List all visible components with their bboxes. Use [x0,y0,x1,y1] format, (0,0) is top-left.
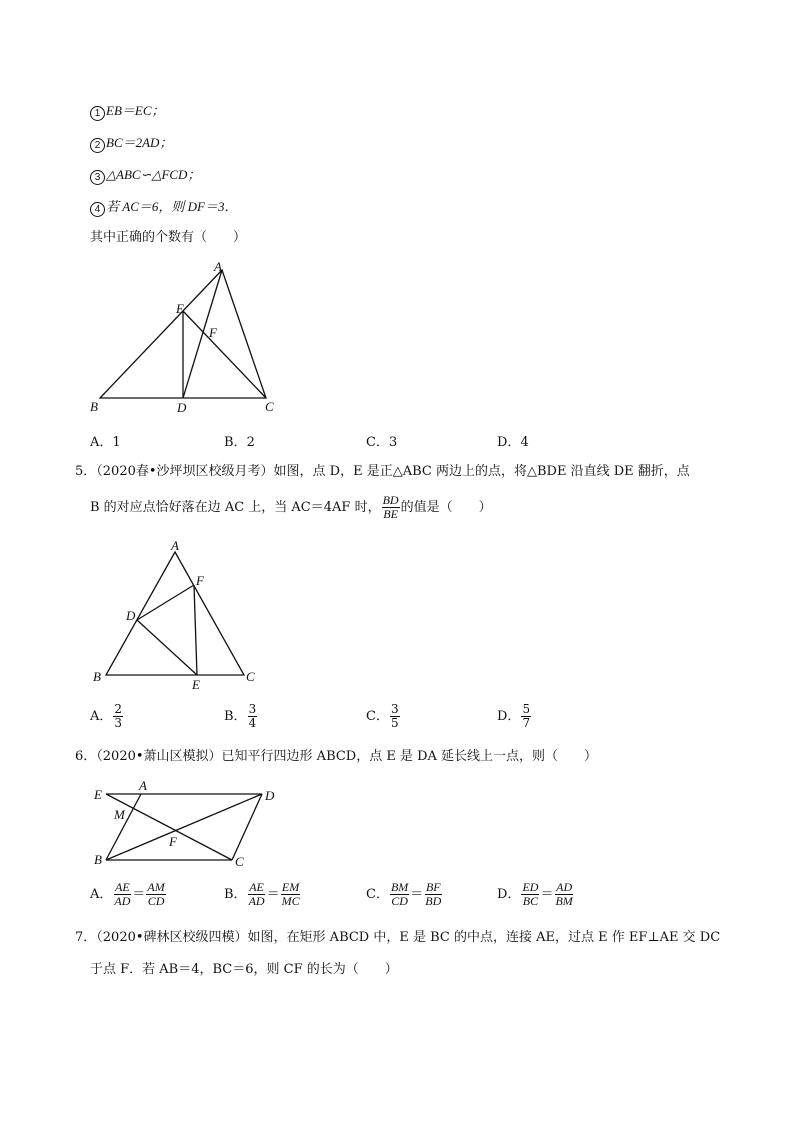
segment-df [137,585,194,620]
q5-line-2 [90,494,492,521]
q7-number: 7． [75,930,97,945]
q7-source: （2020•碑林区校级四模） [96,930,248,945]
statement-2: 2 BC＝2AD； [90,134,172,153]
segment-ec [183,311,266,398]
label-f: F [169,834,177,849]
q6-source: （2020•萧山区模拟） [96,749,222,764]
segment-ad [183,270,222,398]
label-a: A [214,259,222,274]
segment-ab [106,794,141,860]
option-d[interactable]: D．4 [497,435,529,450]
q5-number: 5． [75,464,97,479]
q5-source: （2020春•沙坪坝区校级月考） [96,464,274,479]
q6-number: 6． [75,749,97,764]
label-c: C [235,854,244,869]
label-f: F [196,573,204,588]
q5-option-a[interactable]: A． $\frac{2}{3}$ [90,702,123,730]
q6-option-b[interactable]: B． $\frac{AE}{AD}$ ＝ $\frac{EM}{MC}$ [224,880,300,908]
label-d: D [126,608,136,623]
statement-4: 4 若 AC＝6，则 DF＝3． [90,198,237,217]
q7-line-1 [75,929,720,947]
label-m: M [114,807,125,822]
label-b: B [93,669,101,684]
q6-line [75,748,597,766]
q5-option-b[interactable]: B． $\frac{3}{4}$ [224,702,257,730]
q6-option-a[interactable]: A． $\frac{AE}{AD}$ ＝ $\frac{AM}{CD}$ [90,880,165,908]
q5-text-2b: 的值是（ ） [400,500,492,515]
label-e: E [94,787,102,802]
q6-option-d[interactable]: D． $\frac{ED}{BC}$ ＝ $\frac{AD}{BM}$ [497,880,573,908]
q5-line-1 [75,463,690,481]
q5-text-1: 如图，点 D，E 是正△ABC 两边上的点，将△BDE 沿直线 DE 翻折，点 [273,464,690,479]
q5-fraction: $\frac{BD}{BE}$ [382,493,399,521]
option-a[interactable]: A．1 [90,435,121,450]
circled-number: 3 [90,170,105,185]
label-f: F [209,325,217,340]
q5-option-d[interactable]: D． $\frac{5}{7}$ [497,702,531,730]
option-c[interactable]: C．3 [366,435,398,450]
q7-line-2: 于点 F．若 AB＝4，BC＝6，则 CF 的长为（ ） [90,962,398,977]
segment-fe [194,585,197,675]
statement-3: 3 △ABC∽△FCD； [90,166,200,185]
label-c: C [246,669,255,684]
segment-de [137,620,197,675]
label-b: B [94,852,102,867]
q5-option-c[interactable]: C． $\frac{3}{5}$ [366,702,399,730]
q6-option-c[interactable]: C． $\frac{BM}{CD}$ ＝ $\frac{BF}{BD}$ [366,880,442,908]
question-prompt: 其中正确的个数有（ ） [90,230,247,245]
triangle-abc-equilateral [106,552,244,675]
label-e: E [192,677,200,692]
label-a: A [139,778,147,793]
segment-ec [106,794,232,860]
label-d: D [265,788,275,803]
circled-number: 1 [90,106,105,121]
statement-1: 1 EB＝EC； [90,102,165,121]
label-a: A [171,538,179,553]
circled-number: 4 [90,202,105,217]
q5-text-2a: B 的对应点恰好落在边 AC 上，当 AC＝4AF 时， [90,500,381,515]
label-e: E [176,301,184,316]
option-b[interactable]: B．2 [224,435,255,450]
triangle-abc [100,270,266,398]
label-b: B [90,399,98,414]
segment-bd [106,794,262,860]
circled-number: 2 [90,138,105,153]
label-c: C [265,399,274,414]
segment-dc [232,794,262,860]
label-d: D [177,400,187,415]
q6-text: 已知平行四边形 ABCD，点 E 是 DA 延长线上一点，则（ ） [221,749,598,764]
q7-text-1: 如图，在矩形 ABCD 中，E 是 BC 的中点，连接 AE，过点 E 作 EF⊥AE 交 DC [247,930,721,945]
